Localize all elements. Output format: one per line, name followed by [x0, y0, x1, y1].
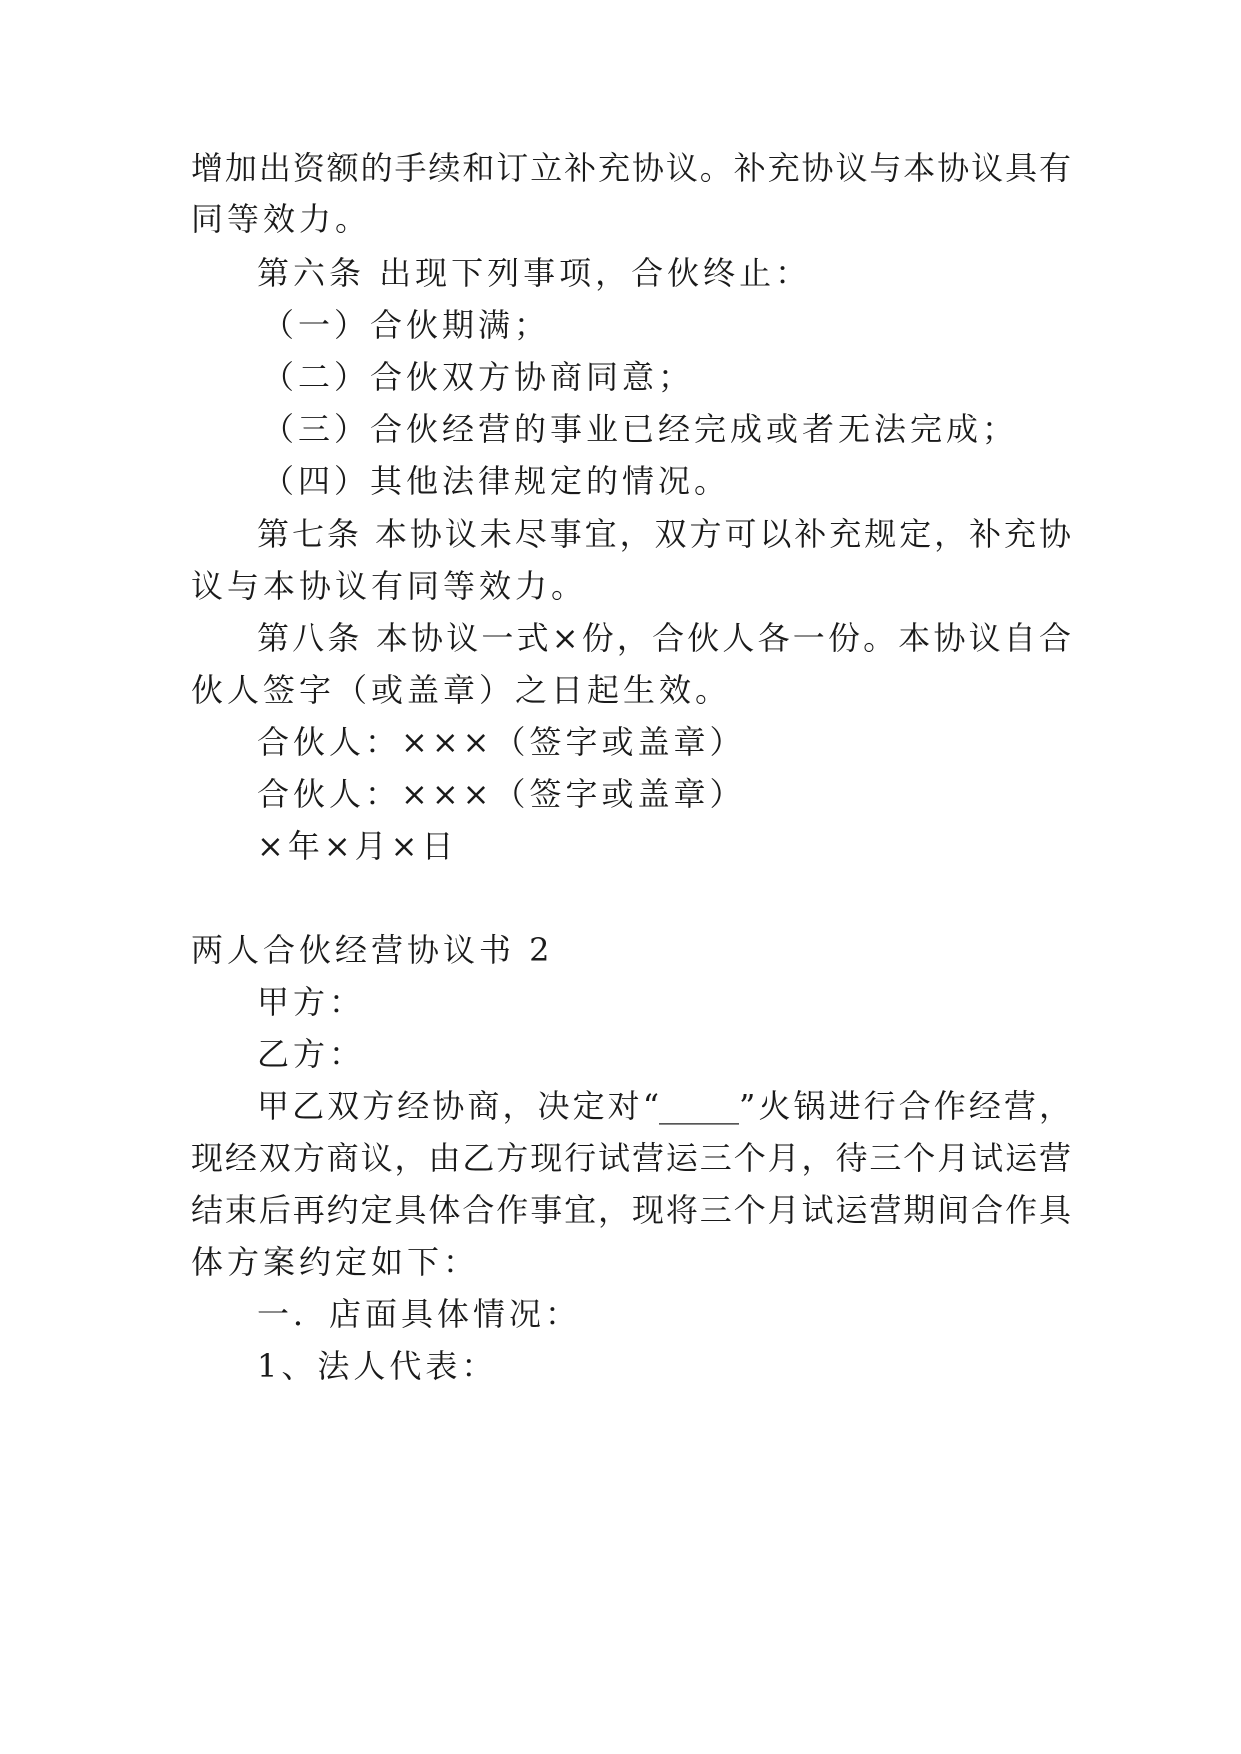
document-title: 两人合伙经营协议书 2	[191, 931, 554, 969]
party-b-line: 乙方：	[257, 1035, 366, 1073]
paragraph-line: 同等效力。	[191, 200, 372, 238]
party-a-line: 甲方：	[257, 983, 366, 1021]
list-item: （四）其他法律规定的情况。	[262, 462, 731, 500]
article-7-line: 第七条 本协议未尽事宜，双方可以补充规定，补充协	[257, 515, 1071, 553]
article-6-heading: 第六条 出现下列事项，合伙终止：	[257, 254, 812, 292]
signature-line: 合伙人：×××（签字或盖章）	[257, 723, 746, 761]
paragraph-line: 结束后再约定具体合作事宜，现将三个月试运营期间合作具	[191, 1191, 1071, 1229]
paragraph-line: 甲乙双方经协商，决定对“_____”火锅进行合作经营，	[257, 1087, 1071, 1125]
section-heading: 一．店面具体情况：	[257, 1295, 582, 1333]
paragraph-line: 议与本协议有同等效力。	[191, 567, 588, 605]
signature-line: 合伙人：×××（签字或盖章）	[257, 775, 746, 813]
list-item: （二）合伙双方协商同意；	[262, 358, 695, 396]
date-line: ×年×月×日	[257, 827, 458, 865]
list-item: （一）合伙期满；	[262, 306, 551, 344]
paragraph-line: 现经双方商议，由乙方现行试营运三个月，待三个月试运营	[191, 1139, 1071, 1177]
article-8-line: 第八条 本协议一式×份，合伙人各一份。本协议自合	[257, 619, 1071, 657]
list-item: 1、法人代表：	[257, 1347, 498, 1385]
paragraph-line: 伙人签字（或盖章）之日起生效。	[191, 671, 732, 709]
list-item: （三）合伙经营的事业已经完成或者无法完成；	[262, 410, 1019, 448]
paragraph-line: 增加出资额的手续和订立补充协议。补充协议与本协议具有	[191, 149, 1071, 187]
paragraph-line: 体方案约定如下：	[191, 1243, 480, 1281]
